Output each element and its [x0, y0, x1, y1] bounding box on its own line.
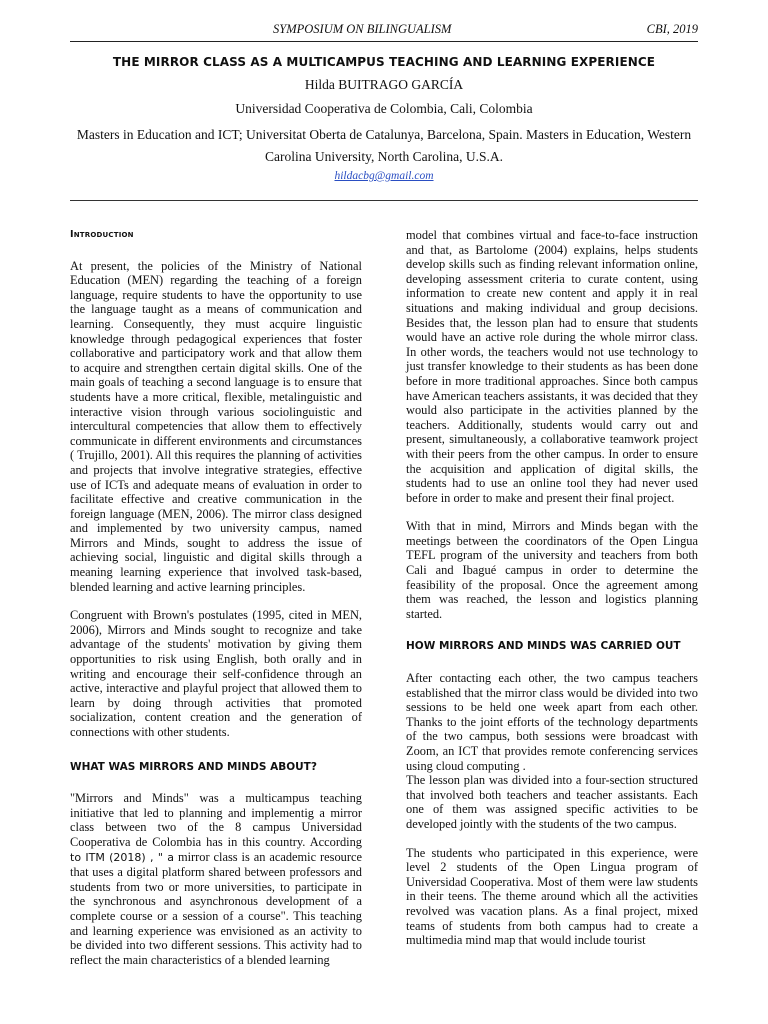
section-heading-about: WHAT WAS MIRRORS AND MINDS ABOUT? — [70, 760, 317, 773]
right-column — [406, 228, 698, 948]
paragraph-about-1 — [70, 791, 362, 967]
section-heading-howto: HOW MIRRORS AND MINDS WAS CARRIED OUT — [406, 640, 681, 653]
about-text-b: mirror class is an academic resource that uses a digital platform shared between professors and students from two or more universities, to participate in the synchronous and asynchronous development of a complete course or a session of a course". This teaching and learning experience was envisioned as an activity to be divided into two different sessions. This activity had to reflect the main characteristics of a blended learning — [70, 849, 362, 967]
left-column — [70, 228, 362, 967]
section-heading-introduction: Introduction — [70, 229, 134, 240]
affiliation-primary: Universidad Cooperativa de Colombia, Cali, Colombia — [235, 101, 533, 116]
paragraph-intro-1: At present, the policies of the Ministry of National Education (MEN) regarding the teaching of a foreign language, require students to have the opportunity to use the language taught as a means of communication and learning. Consequently, they must acquire linguistic knowledge through pedagogical experiences that foster collaborative and participatory work and that allow them to acquire and strengthen certain digital skills. One of the main goals of teaching a second language is to ensure that students have a more critical, flexible, metalinguistic and interactive vision through various sociolinguistic and intercultural competencies that allow them to effectively communicate in different environments and circumstances ( Trujillo, 2001). All this requires the planning of activities and projects that involve integrative strategies, effective use of ICTs and adequate means of evaluation in order to facilitate effective and creative communication in the foreign language (MEN, 2006). The mirror class designed and implemented by two university campus, named Mirrors and Minds, sought to address the issue of achieving social, linguistic and digital skills through a meaning learning experience that involved task-based, blended learning and active learning principles. — [70, 258, 362, 594]
issue-label: CBI, 2019 — [646, 22, 698, 36]
journal-name: SYMPOSIUM ON BILINGUALISM — [273, 22, 452, 36]
paragraph-right-1: model that combines virtual and face-to-face instruction and that, as Bartolome (2004) explains, helps students develop skills such as finding relevant information online, developing assessment criteria to curate content, using information to create new content and apply it in real situations and making individual and group decisions. Besides that, the lesson plan had to ensure that students would have an active role during the whole mirror class. In other words, the teachers would not use technology to just transfer knowledge to their students as has been done before in more traditional approaches. Since both campus have American teachers assistants, it was decided that they would also participate in the activities planned by the teachers. Additionally, students would carry out and present, simultaneously, a collaborative teamwork project with their peers from the other campus. In order to ensure the acquisition and application of digital skills, the students had to use an online tool they had never used before in order to make and present their final project. — [406, 228, 698, 505]
paragraph-right-5: The students who participated in this experience, were level 2 students of the Open Lingua program of Universidad Cooperativa. Most of them were law students in their teens. The theme around which all the activities revolved was vacation plans. As a final project, mixed teams of students from both campus had to create a multimedia mind map that would include tourist — [406, 845, 698, 948]
about-citation: to ITM (2018) , " a — [70, 850, 174, 864]
paper-title: THE MIRROR CLASS AS A MULTICAMPUS TEACHING AND LEARNING EXPERIENCE — [112, 55, 656, 69]
running-header — [70, 21, 698, 42]
paragraph-right-3: After contacting each other, the two campus teachers established that the mirror class would be divided into two sessions to be held one week apart from each other. Thanks to the joint efforts of the technology departments of the two campus, both sessions were broadcast with Zoom, an ICT that provides remote conferencing services using cloud computing . — [406, 671, 698, 773]
header-divider — [70, 200, 698, 201]
author-email — [70, 170, 698, 182]
affiliation-secondary: Masters in Education and ICT; Universitat Oberta de Catalunya, Barcelona, Spain. Masters in Education, Western Carolina University, North Carolina, U.S.A. — [76, 127, 692, 164]
paragraph-right-4: The lesson plan was divided into a four-section structured that involved both teachers and teacher assistants. Each one of them was assigned specific activities to be developed jointly with the students of the two campus. — [406, 773, 698, 831]
about-text-a: "Mirrors and Minds" was a multicampus teaching initiative that led to planning and implementig a mirror class between two of the 8 campus Universidad Cooperativa de Colombia has in this country. According — [70, 791, 362, 849]
email-link[interactable]: hildacbg@gmail.com — [334, 170, 434, 182]
author-name: Hilda BUITRAGO GARCÍA — [304, 77, 464, 92]
paragraph-right-2: With that in mind, Mirrors and Minds began with the meetings between the coordinators of the Open Lingua TEFL program of the university and teachers from both Cali and Ibagué campus in order to determine the feasibility of the proposal. Once the agreement among them was reached, the lesson and logistics planning started. — [406, 519, 698, 621]
paragraph-intro-2: Congruent with Brown's postulates (1995, cited in MEN, 2006), Mirrors and Minds sought to recognize and take advantage of the students' motivation by giving them opportunities to risk using English, both orally and in writing and encourage their self-confidence through an active, interactive and playful project that allowed them to learn by doing through activities that promoted socialization, content creation and the generation of connections with other students. — [70, 608, 362, 739]
